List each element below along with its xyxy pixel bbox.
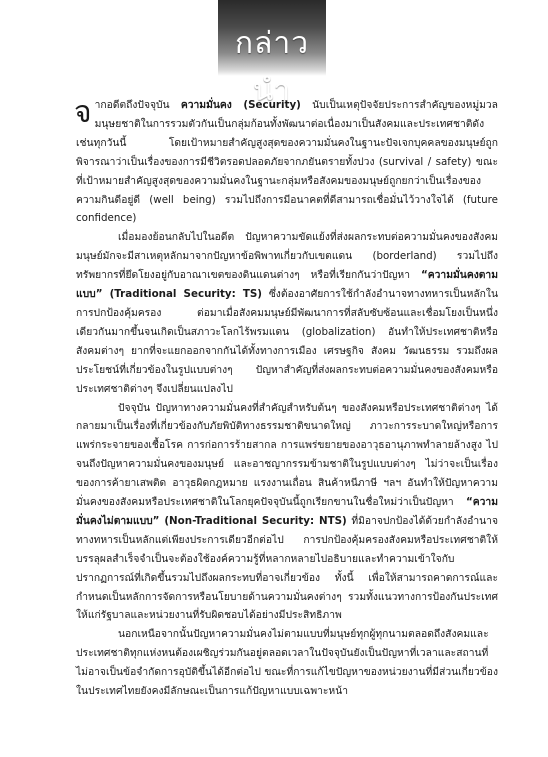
paragraph-1-text-start: ากอดีตถึงปัจจุบัน [94, 99, 181, 111]
term-traditional-security: “ความมั่นคงตามแบบ” (Traditional Security: TS) [76, 269, 498, 301]
paragraph-4 [76, 625, 498, 701]
paragraph-2-text-start: เมื่อมองย้อนกลับไปในอดีต ปัญหาความขัดแย้งที่ส่งผลกระทบต่อความมั่นคงของสังคมมนุษย์มักจะมีสาเหตุหลักมาจากปัญหาข้อพิพาทเกี่ยวกับเขตแดน (borderland) รวมไปถึงทรัพยากรที่ยึดโยงอยู่กับอาณาเขตของดินแดนต่างๆ หรือที่เรียกกันว่าปัญหา [76, 231, 498, 282]
paragraph-3-text-rest: ที่มิอาจปกป้องได้ด้วยกำลังอำนาจทางทหารเป็นหลักแต่เพียงประการเดียวอีกต่อไป การปกป้องคุ้มครองสังคมหรือประเทศชาติให้บรรลุผลสำเร็จจำเป็นจะต้องใช้องค์ความรู้ที่หลากหลายไปอธิบายและทำความเข้าใจกับปรากฏการณ์ที่เกิดขึ้นรวมไปถึงผลกระทบที่อาจเกี่ยวข้อง ทั้งนี้ เพื่อให้สามารถคาดการณ์และกำหนดเป็นหลักการจัดการหรือนโยบายด้านความมั่นคงต่างๆ รวมทั้งแนวทางการป้องกันประเทศให้แก่รัฐบาลและหน่วยงานที่รับผิดชอบได้อย่างมีประสิทธิภาพ [76, 514, 498, 622]
term-security: ความมั่นคง (Security) [180, 99, 301, 111]
body-text [76, 96, 498, 701]
paragraph-2 [76, 228, 498, 398]
drop-cap: จ [74, 95, 92, 130]
term-non-traditional-security: “ความมั่นคงไม่ตามแบบ” (Non-Traditional Security: NTS) [76, 496, 498, 527]
paragraph-4-text: นอกเหนือจากนั้นปัญหาความมั่นคงไม่ตามแบบที่มนุษย์ทุกผู้ทุกนามตลอดถึงสังคมและประเทศชาติทุกแห่งหนต้องเผชิญร่วมกันอยู่ตลอดเวลาในปัจจุบันยังเป็นปัญหาที่เวลาและสถานที่ไม่อาจเป็นข้อจำกัดการอุบัติขึ้นได้อีกต่อไป ขณะที่การแก้ไขปัญหาของหน่วยงานที่มีส่วนเกี่ยวข้องในประเทศไทยยังคงมีลักษณะเป็นการแก้ปัญหาแบบเฉพาะหน้า [76, 628, 498, 698]
paragraph-3 [76, 399, 498, 626]
paragraph-1-text-rest: นับเป็นเหตุปัจจัยประการสำคัญของหมู่มวลมนุษยชาติในการรวมตัวกันเป็นกลุ่มก้อนทั้งพัฒนาต่อเนื่องมาเป็นสังคมและประเทศชาติดังเช่นทุกวันนี้ โดยเป้าหมายสำคัญสูงสุดของความมั่นคงในฐานะปัจเจกบุคคลของมนุษย์ถูกพิจารณาว่าเป็นเรื่องของการมีชีวิตรอดปลอดภัยจากภยันตรายทั้งปวง (survival / safety) ขณะที่เป้าหมายสำคัญสูงสุดของความมั่นคงในฐานะกลุ่มหรือสังคมของมนุษย์ถูกยกว่าเป็นเรื่องของความกินดีอยู่ดี (well being) รวมไปถึงการมีอนาคตที่ดีสามารถเชื่อมั่นไว้วางใจได้ (future confidence) [76, 99, 498, 225]
paragraph-1 [76, 96, 498, 228]
paragraph-3-text-start: ปัจจุบัน ปัญหาทางความมั่นคงที่สำคัญสำหรับต้นๆ ของสังคมหรือประเทศชาติต่างๆ ได้กลายมาเป็นเรื่องที่เกี่ยวข้องกับภัยพิบัติทางธรรมชาติขนาดใหญ่ ภาวะการระบาดใหญ่หรือการแพร่กระจายของเชื้อโรค การก่อการร้ายสากล การแพร่ขยายของอาวุธอานุภาพทำลายล้างสูง ไปจนถึงปัญหาความมั่นคงของมนุษย์ และอาชญากรรมข้ามชาติในรูปแบบต่างๆ ไม่ว่าจะเป็นเรื่องของการค้ายาเสพติด อาวุธผิดกฎหมาย แรงงานเถื่อน สินค้าหนีภาษี ฯลฯ อันทำให้ปัญหาความมั่นคงของสังคมหรือประเทศชาติในโลกยุคปัจจุบันนี้ถูกเรียกขานในชื่อใหม่ว่าเป็นปัญหา [76, 401, 498, 509]
chapter-title: กล่าวนำ [234, 26, 310, 108]
paragraph-2-text-rest: ซึ่งต้องอาศัยการใช้กำลังอำนาจทางทหารเป็นหลักในการปกป้องคุ้มครอง ต่อมาเมื่อสังคมมนุษย์มีพัฒนาการที่สลับซับซ้อนและเชื่อมโยงเป็นหนึ่งเดียวกันมากขึ้นจนเกิดเป็นสภาวะโลกไร้พรมแดน (globalization) อันทำให้ประเทศชาติหรือสังคมต่างๆ ยากที่จะแยกออกจากกันได้ทั้งทางการเมือง เศรษฐกิจ สังคม วัฒนธรรม รวมถึงผลประโยชน์ที่เกี่ยวข้องในรูปแบบต่างๆ ปัญหาสำคัญที่ส่งผลกระทบต่อความมั่นคงของสังคมหรือประเทศชาติต่างๆ จึงเปลี่ยนแปลงไป [76, 288, 498, 395]
